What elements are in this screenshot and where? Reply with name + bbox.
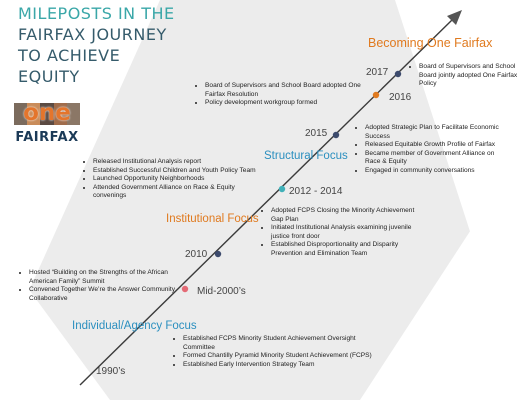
milestone-item: • Initiated Institutional Analysis examining juvenile justice front door xyxy=(271,224,427,241)
milestone-item: • Adopted Strategic Plan to Facilitate Economic Success xyxy=(365,124,510,141)
milestone-mid-2000s-list xyxy=(20,269,179,303)
timeline-dot-mid-2000s xyxy=(182,286,188,292)
one-fairfax-logo xyxy=(14,100,80,147)
logo-fairfax-text: FAIRFAX xyxy=(15,130,79,145)
stage-label-individual-agency-focus: Individual/Agency Focus xyxy=(72,320,197,332)
year-2015: 2015 xyxy=(305,128,328,139)
year-2016: 2016 xyxy=(389,92,412,103)
milestone-item: • Attended Government Alliance on Race & Equity convenings xyxy=(93,184,263,201)
milestone-item: • Established FCPS Minority Student Achievement Oversight Committee xyxy=(183,335,373,352)
milestone-2012-2014-list xyxy=(84,158,263,201)
milestone-item: • Board of Supervisors and School Board jointly adopted One Fairfax Policy xyxy=(419,63,523,89)
milestone-item: • Engaged in community conversations xyxy=(365,167,510,176)
milestone-1990s-list xyxy=(174,335,373,369)
stage-label-institutional-focus: Institutional Focus xyxy=(166,213,259,225)
milestone-2010-list xyxy=(262,207,427,259)
year-1990s: 1990’s xyxy=(96,366,126,377)
logo-one-text: one xyxy=(23,100,71,126)
year-2010: 2010 xyxy=(185,249,208,260)
milestone-2017-list xyxy=(410,63,523,89)
milestone-item: • Convened Together We’re the Answer Community Collaborative xyxy=(29,286,179,303)
milestone-item: • Adopted FCPS Closing the Minority Achievement Gap Plan xyxy=(271,207,427,224)
milestone-item: • Policy development workgroup formed xyxy=(205,99,375,108)
milestone-item: • Board of Supervisors and School Board adopted One Fairfax Resolution xyxy=(205,82,375,99)
milestone-item: • Released Equitable Growth Profile of Fairfax xyxy=(365,141,510,150)
milestone-2016-list xyxy=(196,82,375,108)
milestone-item: • Established Early Intervention Strategy Team xyxy=(183,361,373,370)
milestone-item: • Established Successful Children and Youth Policy Team xyxy=(93,167,263,176)
timeline-dot-2010 xyxy=(215,251,221,257)
milestone-item: • Became member of Government Alliance on Race & Equity xyxy=(365,150,510,167)
title-line-2: FAIRFAX JOURNEY xyxy=(18,25,167,44)
milestone-item: • Established Disproportionality and Disparity Prevention and Elimination Team xyxy=(271,241,427,258)
title-line-1: MILEPOSTS IN THE xyxy=(18,4,175,23)
title-line-4: EQUITY xyxy=(18,67,80,86)
year-2017: 2017 xyxy=(366,67,389,78)
milestone-2015-list xyxy=(356,124,510,176)
timeline-dot-2015 xyxy=(333,132,339,138)
year-mid-2000s: Mid-2000’s xyxy=(197,286,246,297)
milestone-item: • Formed Chantilly Pyramid Minority Student Achievement (FCPS) xyxy=(183,352,373,361)
stage-label-becoming-one-fairfax: Becoming One Fairfax xyxy=(368,36,493,50)
title-line-3: TO ACHIEVE xyxy=(18,46,121,65)
year-2012-2014: 2012 - 2014 xyxy=(289,186,343,197)
milestone-item: • Launched Opportunity Neighborhoods xyxy=(93,175,263,184)
timeline-dot-2017 xyxy=(395,71,401,77)
timeline-dot-2012-2014 xyxy=(279,186,285,192)
milestone-item: • Released Institutional Analysis report xyxy=(93,158,263,167)
milestone-item: • Hosted “Building on the Strengths of the African American Family” Summit xyxy=(29,269,179,286)
stage-label-structural-focus: Structural Focus xyxy=(264,150,348,162)
